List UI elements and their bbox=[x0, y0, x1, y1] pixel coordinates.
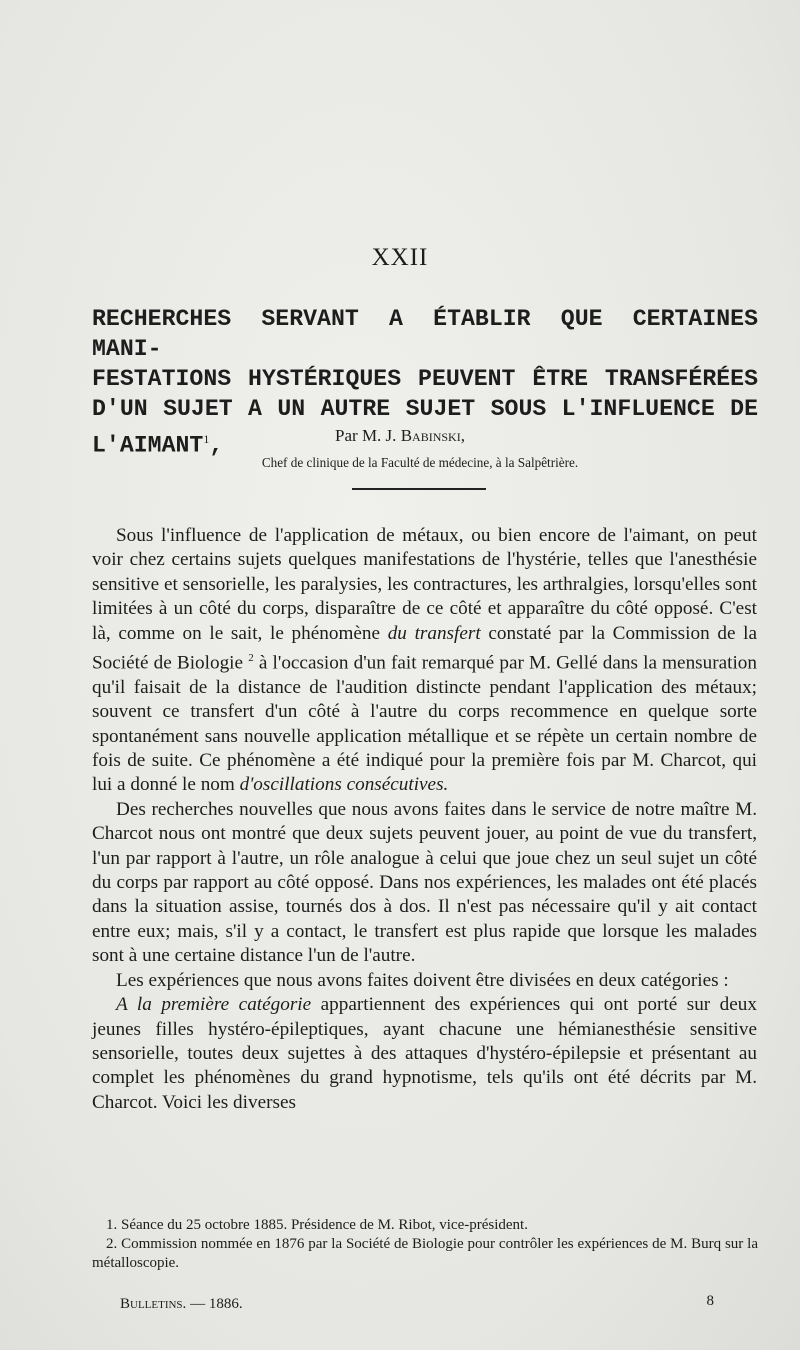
footnote-ref: 2 bbox=[248, 652, 254, 665]
page-footer bbox=[120, 1293, 746, 1313]
title-line: D'UN SUJET A UN AUTRE SUJET SOUS L'INFLUENCE DE bbox=[92, 396, 758, 422]
footnote: 2. Commission nommée en 1876 par la Société de Biologie pour contrôler les expériences de M. Burq sur la métalloscopie. bbox=[92, 1236, 758, 1271]
running-footer: Bulletins. bbox=[120, 1296, 187, 1312]
author-affiliation: Chef de clinique de la Faculté de médecine, à la Salpêtrière. bbox=[261, 455, 579, 470]
author-prefix: Par M. J. bbox=[335, 426, 401, 445]
paragraph bbox=[92, 524, 757, 798]
footnotes bbox=[92, 1216, 758, 1273]
page-number: 8 bbox=[706, 1293, 714, 1309]
footnote-ref: 1 bbox=[203, 432, 210, 446]
chapter-number: XXII bbox=[371, 244, 429, 271]
text-run: à l'occasion d'un fait remarqué par M. Gellé dans la mensuration qu'il faisait de la distance de l'audition distincte pendant l'application des métaux; souvent ce transfert d'un côté à l'autre du corps recommence en quelque sorte spontanément sans nouvelle application métallique et se répète un certain nombre de fois de suite. Ce phénomène a été indiqué pour la première fois par M. Charcot, qui lui a donné le nom bbox=[92, 652, 757, 796]
italic-term: A la première catégorie bbox=[116, 994, 312, 1016]
author-name: Babinski, bbox=[400, 426, 465, 445]
title-line: L'AIMANT bbox=[92, 432, 204, 459]
paragraph: Les expériences que nous avons faites doivent être divisées en deux catégories : bbox=[116, 969, 729, 991]
article-body bbox=[92, 524, 757, 1115]
paragraph: Des recherches nouvelles que nous avons faites dans le service de notre maître M. Charcot nous ont montré que deux sujets peuvent jouer, au point de vue du transfert, l'un par rapport à l'autre, un rôle analogue à celui que joue chez un seul sujet un côté du corps par rapport au côté opposé. Dans nos expériences, les malades ont été placés dans la situation assise, tournés dos à dos. Il n'est pas nécessaire qu'il y ait contact entre eux; mais, s'il y a contact, le transfert est plus rapide que lorsque les malades sont à une certaine distance l'un de l'autre. bbox=[92, 798, 757, 967]
separator-rule bbox=[352, 488, 486, 490]
footer-year: — 1886. bbox=[186, 1296, 243, 1312]
paragraph bbox=[92, 993, 757, 1115]
author-line bbox=[0, 426, 800, 446]
text-run: constaté par la Commission de la Société de Biologie bbox=[92, 622, 757, 674]
italic-term: du transfert bbox=[387, 622, 481, 644]
title-line: FESTATIONS HYSTÉRIQUES PEUVENT ÊTRE TRANSFÉRÉES bbox=[92, 366, 758, 392]
title-line: RECHERCHES SERVANT A ÉTABLIR QUE CERTAINES MANI- bbox=[92, 306, 758, 362]
italic-term: d'oscillations consécutives. bbox=[239, 774, 449, 796]
text-run: Sous l'influence de l'application de métaux, ou bien encore de l'aimant, on peut voir chez certains sujets quelques manifestations de l'hystérie, telles que l'anesthésie sensitive et sensorielle, les paralysies, les contractures, les arthralgies, lorsqu'elles sont limitées à un côté du corps, disparaître de ce côté et apparaître du côté opposé. C'est là, comme on le sait, le phénomène bbox=[92, 525, 757, 644]
text-run: appartiennent des expériences qui ont porté sur deux jeunes filles hystéro-épileptiques, ayant chacune une hémianesthésie sensitive sensorielle, toutes deux sujettes à des attaques d'hystéro-épilepsie et présentant au complet les phénomènes du grand hypnotisme, tels qu'ils ont été décrits par M. Charcot. Voici les diverses bbox=[92, 994, 757, 1113]
footnote: 1. Séance du 25 octobre 1885. Présidence de M. Ribot, vice-président. bbox=[106, 1217, 528, 1233]
title-end-punct: , bbox=[209, 432, 224, 459]
